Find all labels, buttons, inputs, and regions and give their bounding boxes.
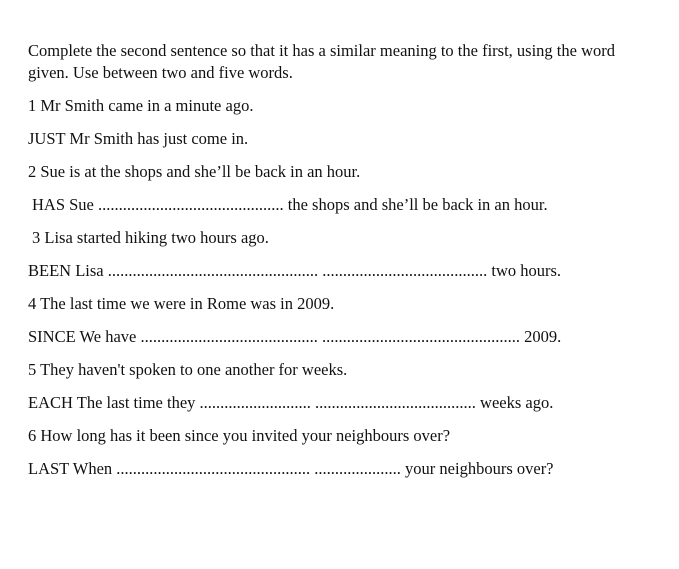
question-6: 6 How long has it been since you invited your neighbours over?	[28, 426, 451, 445]
instructions-text: Complete the second sentence so that it has a similar meaning to the first, using the word given. Use between two and five words.	[28, 41, 615, 82]
question-1: 1 Mr Smith came in a minute ago.	[28, 96, 254, 115]
answer-6: LAST When ............................................... ..................... your neighbours over?	[28, 459, 554, 478]
answer-1: JUST Mr Smith has just come in.	[28, 129, 249, 148]
answer-2: HAS Sue ............................................. the shops and she’ll be back in an hour.	[32, 195, 548, 214]
question-2: 2 Sue is at the shops and she’ll be back in an hour.	[28, 162, 361, 181]
question-5: 5 They haven't spoken to one another for weeks.	[28, 360, 348, 379]
answer-5: EACH The last time they ........................... ....................................... weeks ago.	[28, 393, 554, 412]
question-3: 3 Lisa started hiking two hours ago.	[32, 228, 269, 247]
answer-3: BEEN Lisa ................................................... ........................................ two hours.	[28, 261, 562, 280]
question-4: 4 The last time we were in Rome was in 2009.	[28, 294, 335, 313]
worksheet	[28, 40, 668, 491]
answer-4: SINCE We have ........................................... ................................................ 2009.	[28, 327, 562, 346]
